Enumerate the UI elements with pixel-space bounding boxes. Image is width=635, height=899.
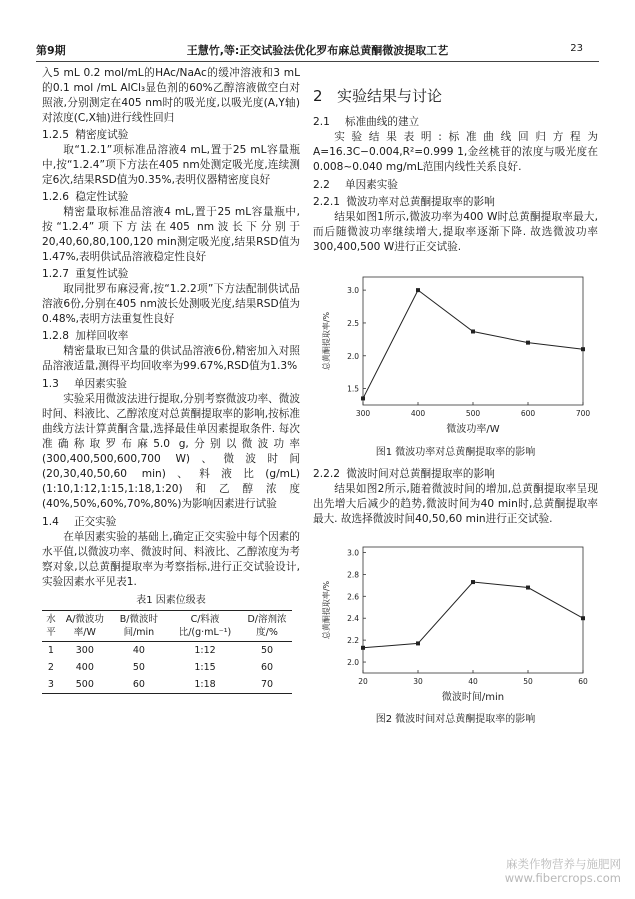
heading-number: 2.1 (313, 116, 330, 128)
paragraph-power-effect: 结果如图1所示,微波功率为400 W时总黄酮提取率最大,而后随微波功率继续增大,提取率逐渐下降. 故选微波功率300,400,500 W进行正交试验. (313, 211, 598, 253)
table-header-cell: C/料液比/(g·mL⁻¹) (168, 611, 242, 642)
table-cell: 60 (260, 662, 274, 673)
table-row (42, 676, 292, 694)
data-point (416, 288, 420, 292)
heading-number: 1.3 (42, 378, 59, 390)
figure-2-caption: 图2 微波时间对总黄酮提取率的影响 (375, 714, 536, 725)
paragraph-repeatability: 取同批罗布麻浸膏,按“1.2.2项”下方法配制供试品溶液6份,分别在405 nm波长处测吸光度,结果RSD值为0.48%,表明方法重复性良好 (42, 283, 300, 325)
data-point (581, 347, 585, 351)
heading-number: 1.2.7 (42, 268, 69, 280)
paragraph-time-effect: 结果如图2所示,随着微波时间的增加,总黄酮提取率呈现出先增大后减少的趋势,微波时间为40 min时,总黄酮提取率最大. 故选择微波时间40,50,60 min进行正交试验. (313, 483, 598, 525)
intro-paragraph: 入5 mL 0.2 mol/mL的HAc/NaAc的缓冲溶液和3 mL的0.1 mol /mL AlCl₃显色剂的60%乙醇溶液做空白对照液,分别测定在405 nm时的吸光度,以吸光度(A,Y轴)对浓度(C,X轴)进行线性回归 (42, 67, 300, 124)
header-rule (36, 61, 599, 62)
data-point (471, 580, 475, 584)
x-tick-label: 60 (578, 677, 588, 686)
heading-2-2 (313, 177, 598, 193)
page-number: 23 (570, 43, 583, 54)
y-axis-label: 总黄酮提取率/% (322, 580, 331, 640)
paragraph-orthogonal: 在单因素实验的基础上,确定正交实验中每个因素的水平值,以微波功率、微波时间、料液比、乙醇浓度为考察对象,以总黄酮提取率为考察指标,进行正交试验设计,实验因素水平见表1. (42, 531, 300, 588)
power-chart (313, 259, 598, 439)
right-column (313, 84, 598, 727)
section-title: 实验结果与讨论 (337, 87, 443, 105)
heading-title: 加样回收率 (75, 330, 129, 342)
heading-number: 1.4 (42, 516, 59, 528)
table-cell: 3 (42, 676, 60, 694)
section-2-heading (313, 84, 598, 108)
heading-title: 精密度试验 (75, 129, 129, 141)
x-tick-label: 600 (520, 409, 536, 418)
factor-level-table (42, 610, 292, 694)
heading-title: 标准曲线的建立 (345, 116, 420, 128)
paragraph-stability: 精密量取标准品溶液4 mL,置于25 mL容量瓶中,按“1.2.4”项下方法在405 nm波长下分别于20,40,60,80,100,120 min测定吸光度,结果RSD值为1.47%,表明供试品溶液稳定性良好 (42, 206, 300, 263)
x-tick-label: 500 (465, 409, 481, 418)
y-tick-label: 2.2 (347, 636, 359, 646)
heading-title: 正交实验 (74, 516, 117, 528)
heading-2-2-2 (313, 466, 598, 482)
x-tick-label: 300 (355, 409, 371, 418)
left-column (42, 66, 300, 694)
data-point (361, 646, 365, 650)
heading-1-2-7 (42, 266, 300, 282)
page-header (0, 0, 635, 62)
y-tick-label: 2.4 (347, 614, 359, 624)
table-cell: 50 (132, 662, 145, 673)
figure-2 (313, 531, 598, 711)
series-line (363, 290, 583, 398)
heading-1-2-8 (42, 328, 300, 344)
x-axis-label: 微波功率/W (446, 424, 500, 435)
data-point (526, 586, 530, 590)
heading-2-2-1 (313, 194, 598, 210)
series-line (363, 582, 583, 648)
table-row (42, 659, 292, 676)
x-tick-label: 700 (575, 409, 591, 418)
heading-title: 单因素实验 (74, 378, 127, 390)
heading-1-2-6 (42, 189, 300, 205)
heading-title: 微波功率对总黄酮提取率的影响 (346, 196, 495, 208)
table-cell: 60 (110, 676, 168, 694)
paragraph-standard-curve: 实验结果表明:标准曲线回归方程为A=16.3C−0.004,R²=0.999 1,金丝桃苷的浓度与吸光度在0.008~0.040 mg/mL范围内线性关系良好. (313, 131, 598, 173)
watermark-line: www.fibercrops.com (504, 871, 621, 885)
heading-number: 1.2.8 (42, 330, 69, 342)
table-header-row (42, 611, 292, 642)
paragraph-precision: 取“1.2.1”项标准品溶液4 mL,置于25 mL容量瓶中,按“1.2.4”项下方法在405 nm处测定吸光度,连续测定6次,结果RSD值为0.35%,表明仪器精密度良好 (42, 144, 300, 186)
table-cell: 70 (242, 676, 292, 694)
watermark-line: 麻类作物营养与施肥网 (506, 857, 621, 871)
heading-1-3 (42, 376, 300, 392)
table-cell: 1:15 (194, 662, 216, 673)
x-tick-label: 20 (358, 677, 368, 686)
data-point (361, 396, 365, 400)
table-cell: 400 (75, 662, 94, 673)
table-cell: 300 (75, 645, 94, 656)
section-number: 2 (313, 87, 323, 105)
heading-1-4 (42, 514, 300, 530)
heading-number: 2.2.2 (313, 468, 340, 480)
data-point (581, 616, 585, 620)
heading-1-2-5 (42, 127, 300, 143)
data-point (416, 641, 420, 645)
x-tick-label: 30 (413, 677, 423, 686)
table-caption: 表1 因素位级表 (136, 595, 206, 606)
heading-number: 2.2 (313, 179, 330, 191)
heading-number: 2.2.1 (313, 196, 340, 208)
heading-title: 单因素实验 (345, 179, 398, 191)
data-point (471, 329, 475, 333)
paragraph-recovery: 精密量取已知含量的供试品溶液6份,精密加入对照品溶液适量,测得平均回收率为99.67%,RSD值为1.3% (42, 345, 300, 372)
table-cell: 500 (60, 676, 110, 694)
issue-number: 第9期 (36, 44, 66, 57)
table-header-cell: B/微波时间/min (110, 611, 168, 642)
y-tick-label: 2.0 (347, 658, 359, 668)
heading-number: 1.2.6 (42, 191, 69, 203)
table-header-cell: D/溶剂浓度/% (242, 611, 292, 642)
watermark (505, 857, 621, 885)
y-tick-label: 3.0 (347, 548, 359, 558)
x-tick-label: 400 (410, 409, 426, 418)
x-axis-label: 微波时间/min (441, 692, 505, 703)
running-title: 王慧竹,等:正交试验法优化罗布麻总黄酮微波提取工艺 (186, 44, 449, 57)
y-tick-label: 2.8 (347, 570, 359, 580)
y-tick-label: 1.5 (347, 384, 359, 394)
x-tick-label: 50 (523, 677, 533, 686)
heading-2-1 (313, 114, 598, 130)
heading-title: 稳定性试验 (75, 191, 129, 203)
heading-title: 微波时间对总黄酮提取率的影响 (346, 468, 495, 480)
table-cell: 2 (47, 662, 54, 673)
y-tick-label: 2.5 (347, 318, 359, 328)
heading-title: 重复性试验 (75, 268, 129, 280)
table-header-cell: 水平 (42, 611, 60, 642)
table-cell: 1:12 (194, 645, 216, 656)
plot-frame (363, 547, 583, 673)
y-tick-label: 3.0 (347, 286, 359, 296)
table-header-cell: A/微波功率/W (60, 611, 110, 642)
y-tick-label: 2.0 (347, 351, 359, 361)
x-tick-label: 40 (468, 677, 478, 686)
figure-1-caption: 图1 微波功率对总黄酮提取率的影响 (375, 447, 536, 458)
table-cell: 1:18 (168, 676, 242, 694)
time-chart (313, 531, 598, 706)
figure-1 (313, 259, 598, 444)
paragraph-single-factor: 实验采用微波法进行提取,分别考察微波功率、微波时间、料液比、乙醇浓度对总黄酮提取率的影响,按标准曲线方法计算黄酮含量,选择最佳单因素提取条件. 每次准确称取罗布麻5.0 g,分别以微波功率(300,400,500,600,700 W)、微波时间(20,30,40,50,60 min)、料液比(g/mL)(1:10,1:12,1:15,1:18,1:20)和乙醇浓度(40%,50%,60%,70%,80%)为影响因素进行试验 (42, 393, 300, 510)
heading-number: 1.2.5 (42, 129, 69, 141)
table-cell: 1 (47, 645, 54, 656)
y-axis-label: 总黄酮提取率/% (322, 311, 331, 371)
plot-frame (363, 277, 583, 405)
table-cell: 40 (132, 645, 145, 656)
y-tick-label: 2.6 (347, 592, 359, 602)
table-cell: 50 (260, 645, 274, 656)
data-point (526, 341, 530, 345)
table-row (42, 642, 292, 660)
